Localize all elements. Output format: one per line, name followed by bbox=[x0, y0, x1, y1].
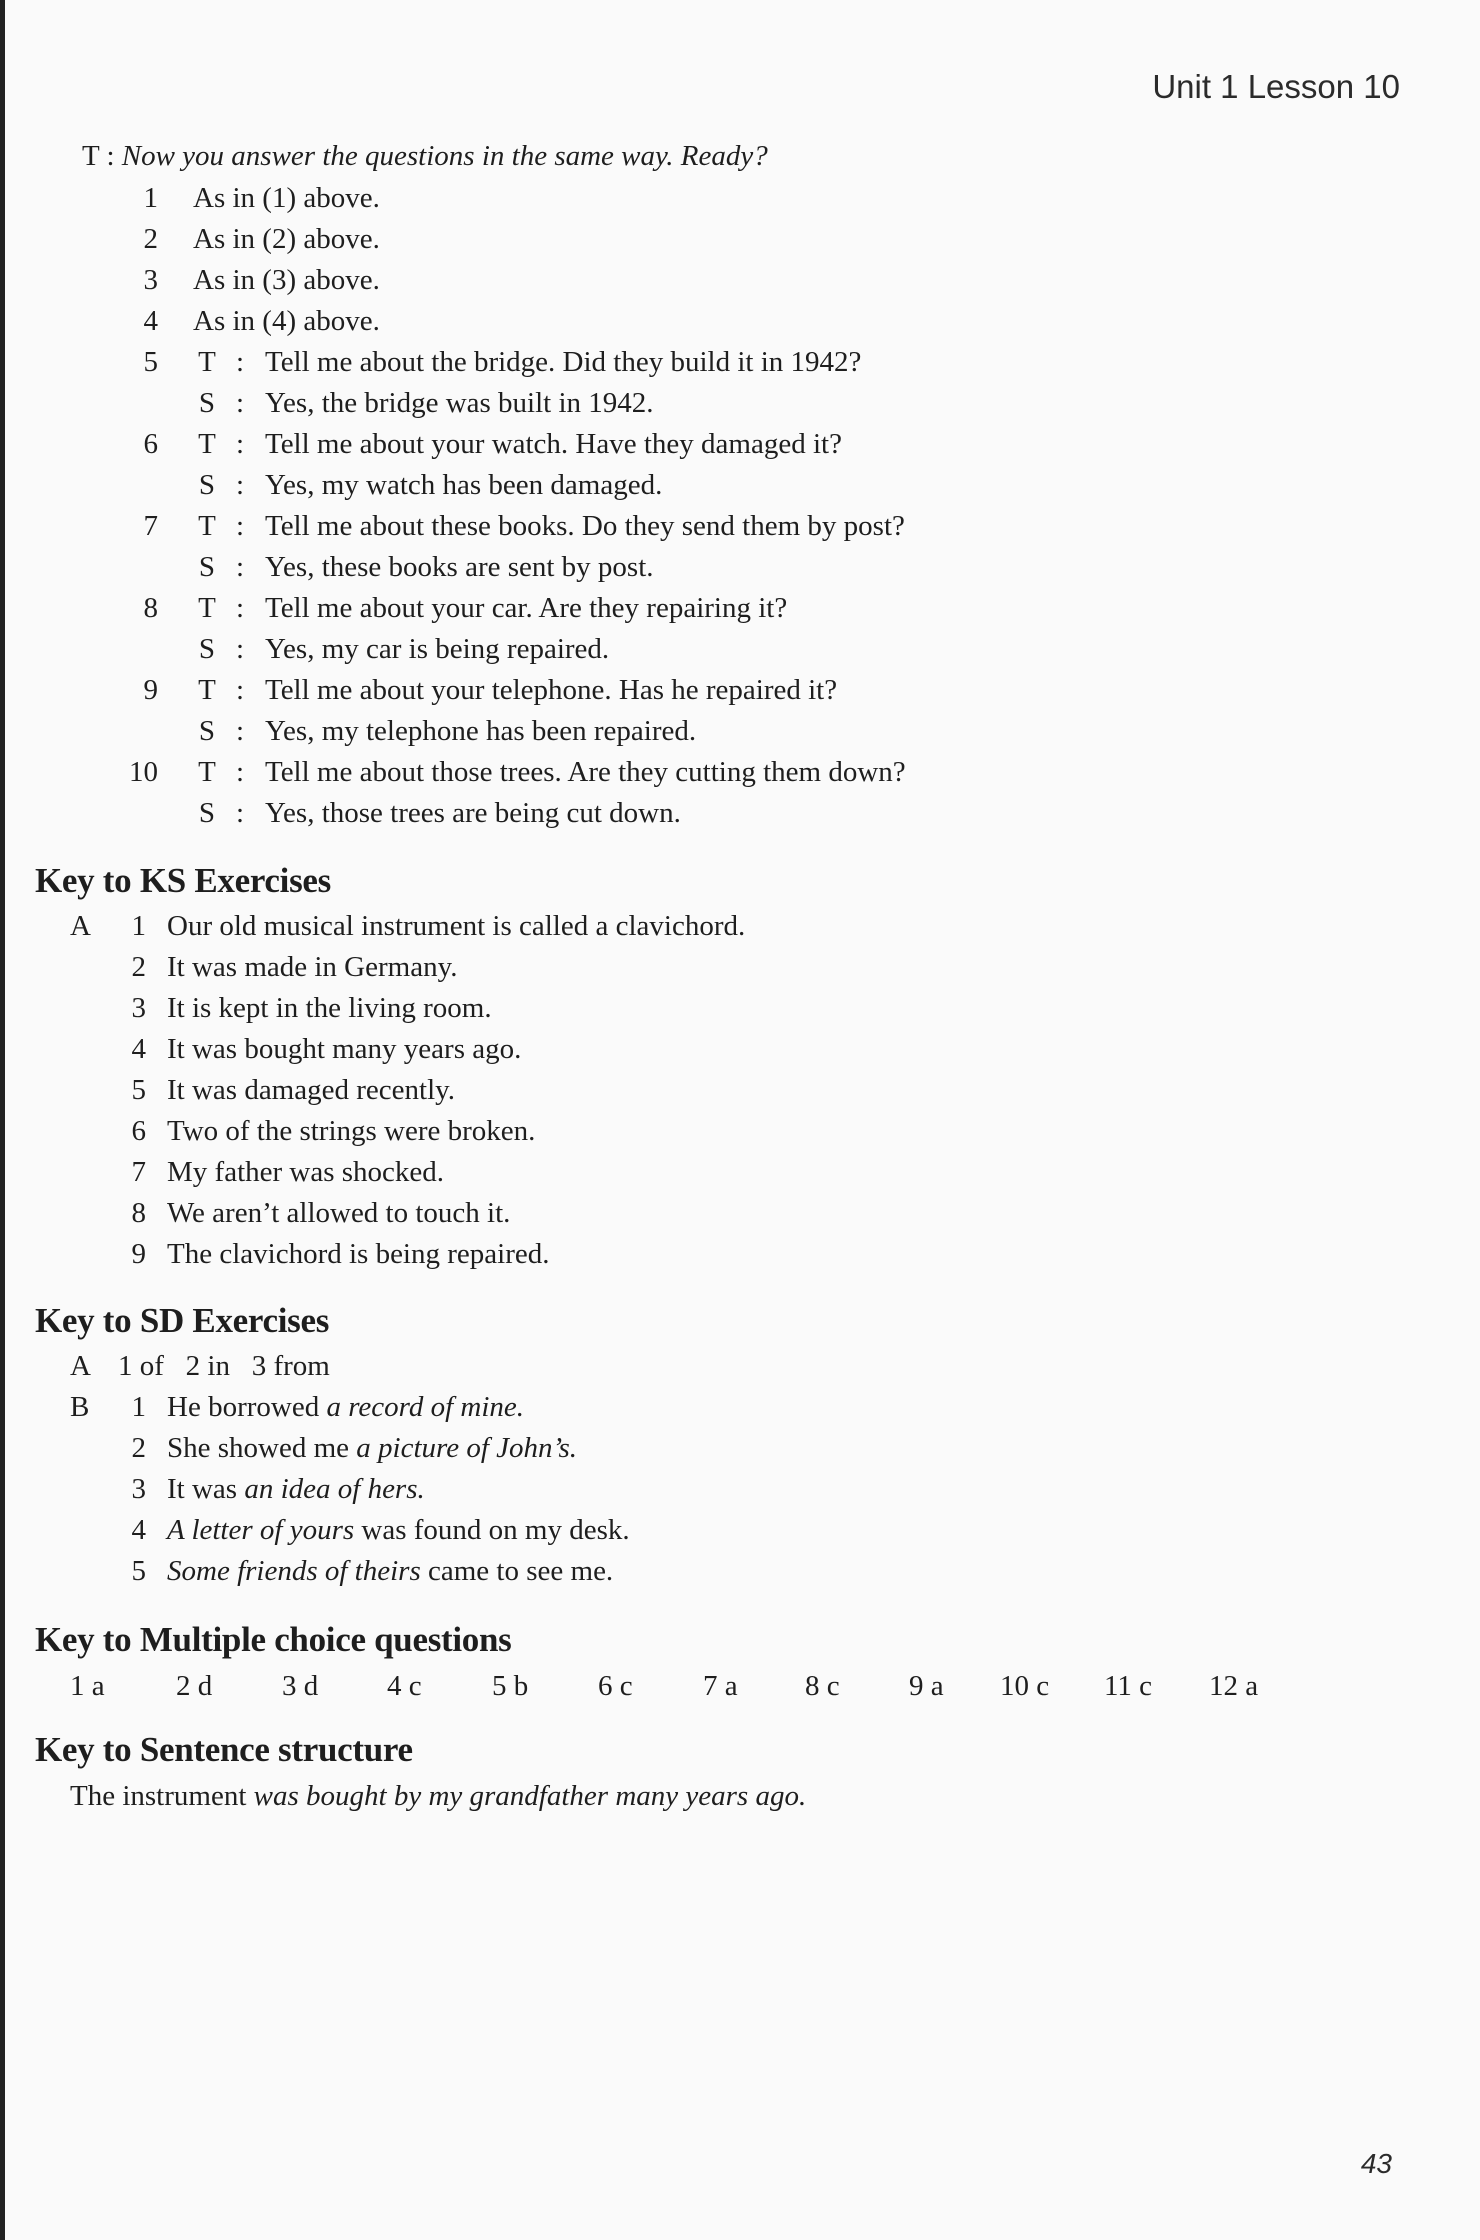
sd-b-number: 5 bbox=[131, 1555, 146, 1587]
ks-item-number: 6 bbox=[131, 1115, 146, 1147]
student-label: S bbox=[198, 387, 216, 419]
practice-text: As in (4) above. bbox=[193, 305, 380, 337]
teacher-line: Tell me about these books. Do they send them by post? bbox=[265, 510, 905, 542]
speaker-colon: : bbox=[236, 551, 245, 583]
sd-b-italic: an idea of hers. bbox=[244, 1473, 425, 1505]
sd-heading: Key to SD Exercises bbox=[35, 1301, 330, 1340]
sd-b-text bbox=[167, 1473, 425, 1506]
teacher-label: T bbox=[198, 756, 216, 788]
practice-number: 5 bbox=[143, 346, 158, 378]
mc-answer: 3 d bbox=[282, 1670, 319, 1702]
sd-b-plain: It was bbox=[167, 1473, 245, 1505]
practice-number: 1 bbox=[143, 182, 158, 214]
ks-item-text: Two of the strings were broken. bbox=[167, 1115, 536, 1147]
teacher-label: T bbox=[198, 346, 216, 378]
speaker-colon: : bbox=[236, 387, 245, 419]
ks-heading: Key to KS Exercises bbox=[35, 861, 331, 900]
practice-number: 10 bbox=[129, 756, 158, 788]
intro-speaker: T : bbox=[82, 140, 115, 172]
speaker-colon: : bbox=[236, 797, 245, 829]
ks-item-text: We aren’t allowed to touch it. bbox=[167, 1197, 511, 1229]
ks-item-number: 5 bbox=[131, 1074, 146, 1106]
ks-item-number: 4 bbox=[131, 1033, 146, 1065]
sd-b-plain: He borrowed bbox=[167, 1391, 327, 1423]
student-line: Yes, my car is being repaired. bbox=[265, 633, 610, 665]
practice-number: 8 bbox=[143, 592, 158, 624]
mc-answer: 9 a bbox=[909, 1670, 944, 1702]
ks-item-number: 2 bbox=[131, 951, 146, 983]
sd-b-label: B bbox=[70, 1391, 90, 1423]
teacher-line: Tell me about your telephone. Has he repaired it? bbox=[265, 674, 838, 706]
mc-answer: 6 c bbox=[598, 1670, 633, 1702]
ks-item-number: 3 bbox=[131, 992, 146, 1024]
sd-b-text bbox=[167, 1555, 613, 1588]
ks-item-number: 7 bbox=[131, 1156, 146, 1188]
speaker-colon: : bbox=[236, 715, 245, 747]
page-number: 43 bbox=[1360, 2148, 1392, 2179]
practice-text: As in (3) above. bbox=[193, 264, 380, 296]
ks-item-number: 8 bbox=[131, 1197, 146, 1229]
student-line: Yes, these books are sent by post. bbox=[265, 551, 654, 583]
ks-item-text: Our old musical instrument is called a clavichord. bbox=[167, 910, 746, 942]
teacher-label: T bbox=[198, 592, 216, 624]
practice-number: 3 bbox=[143, 264, 158, 296]
sd-b-italic: a record of mine. bbox=[326, 1391, 525, 1423]
running-head: Unit 1 Lesson 10 bbox=[1152, 68, 1400, 105]
speaker-colon: : bbox=[236, 756, 245, 788]
ks-item-text: It is kept in the living room. bbox=[167, 992, 492, 1024]
practice-number: 6 bbox=[143, 428, 158, 460]
speaker-colon: : bbox=[236, 592, 245, 624]
sd-b-text bbox=[167, 1391, 524, 1424]
mc-answer: 1 a bbox=[70, 1670, 105, 1702]
teacher-label: T bbox=[198, 510, 216, 542]
teacher-line: Tell me about your car. Are they repairing it? bbox=[265, 592, 788, 624]
teacher-label: T bbox=[198, 674, 216, 706]
ss-italic: was bought by my grandfather many years ago. bbox=[253, 1780, 807, 1812]
sd-b-plain-after: came to see me. bbox=[420, 1555, 614, 1587]
sd-b-number: 1 bbox=[131, 1391, 146, 1423]
student-label: S bbox=[198, 797, 216, 829]
practice-text: As in (1) above. bbox=[193, 182, 380, 214]
practice-text: As in (2) above. bbox=[193, 223, 380, 255]
student-line: Yes, my telephone has been repaired. bbox=[265, 715, 697, 747]
mc-heading: Key to Multiple choice questions bbox=[35, 1620, 512, 1659]
sd-b-number: 2 bbox=[131, 1432, 146, 1464]
speaker-colon: : bbox=[236, 674, 245, 706]
student-label: S bbox=[198, 633, 216, 665]
sd-b-italic: A letter of yours bbox=[167, 1514, 355, 1546]
practice-number: 4 bbox=[143, 305, 158, 337]
page-spine bbox=[0, 0, 5, 2240]
ks-item-number: 1 bbox=[131, 910, 146, 942]
mc-answer: 2 d bbox=[176, 1670, 213, 1702]
ks-item-text: It was bought many years ago. bbox=[167, 1033, 522, 1065]
intro-instruction: Now you answer the questions in the same way. Ready? bbox=[121, 140, 768, 172]
ss-heading: Key to Sentence structure bbox=[35, 1730, 413, 1769]
ks-item-number: 9 bbox=[131, 1238, 146, 1270]
ks-item-text: It was made in Germany. bbox=[167, 951, 458, 983]
sd-a-label: A bbox=[70, 1350, 91, 1382]
practice-number: 7 bbox=[143, 510, 158, 542]
teacher-line: Tell me about your watch. Have they damaged it? bbox=[265, 428, 842, 460]
mc-answer: 5 b bbox=[492, 1670, 529, 1702]
sd-a-answers: 1 of 2 in 3 from bbox=[118, 1350, 330, 1382]
student-line: Yes, my watch has been damaged. bbox=[265, 469, 663, 501]
sd-b-text bbox=[167, 1432, 577, 1465]
practice-intro bbox=[82, 140, 768, 173]
speaker-colon: : bbox=[236, 469, 245, 501]
speaker-colon: : bbox=[236, 510, 245, 542]
sd-b-number: 3 bbox=[131, 1473, 146, 1505]
teacher-label: T bbox=[198, 428, 216, 460]
speaker-colon: : bbox=[236, 428, 245, 460]
sd-b-plain: She showed me bbox=[167, 1432, 357, 1464]
student-line: Yes, the bridge was built in 1942. bbox=[265, 387, 654, 419]
mc-answer: 4 c bbox=[387, 1670, 422, 1702]
practice-number: 9 bbox=[143, 674, 158, 706]
student-label: S bbox=[198, 715, 216, 747]
ks-item-text: It was damaged recently. bbox=[167, 1074, 455, 1106]
ks-item-text: My father was shocked. bbox=[167, 1156, 445, 1188]
practice-number: 2 bbox=[143, 223, 158, 255]
sd-b-text bbox=[167, 1514, 630, 1547]
mc-answer: 7 a bbox=[703, 1670, 738, 1702]
student-label: S bbox=[198, 469, 216, 501]
mc-answer: 10 c bbox=[1000, 1670, 1050, 1702]
sd-b-italic: a picture of John’s. bbox=[356, 1432, 577, 1464]
sd-b-number: 4 bbox=[131, 1514, 146, 1546]
speaker-colon: : bbox=[236, 346, 245, 378]
ss-answer bbox=[70, 1780, 806, 1813]
student-label: S bbox=[198, 551, 216, 583]
student-line: Yes, those trees are being cut down. bbox=[265, 797, 681, 829]
mc-answer: 11 c bbox=[1104, 1670, 1153, 1702]
sd-b-plain-after: was found on my desk. bbox=[354, 1514, 630, 1546]
ss-plain: The instrument bbox=[70, 1780, 254, 1812]
ks-item-text: The clavichord is being repaired. bbox=[167, 1238, 550, 1270]
ks-section-label: A bbox=[70, 910, 91, 942]
sd-b-italic: Some friends of theirs bbox=[167, 1555, 421, 1587]
teacher-line: Tell me about the bridge. Did they build it in 1942? bbox=[265, 346, 862, 378]
teacher-line: Tell me about those trees. Are they cutting them down? bbox=[265, 756, 906, 788]
speaker-colon: : bbox=[236, 633, 245, 665]
mc-answer: 8 c bbox=[805, 1670, 840, 1702]
mc-answer: 12 a bbox=[1209, 1670, 1259, 1702]
